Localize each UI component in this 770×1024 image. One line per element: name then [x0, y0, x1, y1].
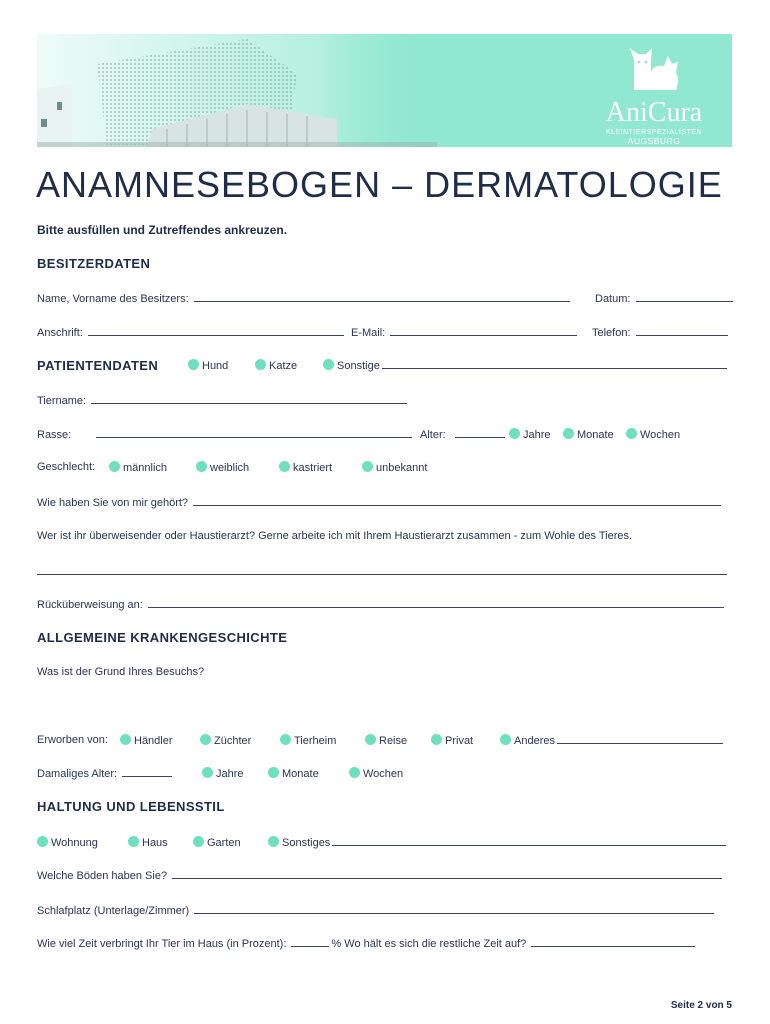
age-unit-wochen[interactable]: Wochen — [626, 428, 680, 441]
radio-icon[interactable] — [431, 734, 442, 745]
species-option-hund[interactable]: Hund — [188, 359, 228, 372]
time-elsewhere-field[interactable] — [531, 937, 695, 947]
date-row — [595, 292, 735, 305]
acquired-label: Erworben von: — [37, 734, 108, 746]
phone-field[interactable] — [636, 326, 728, 336]
time-label-a: Wie viel Zeit verbringt Ihr Tier im Haus (in Prozent): — [37, 938, 287, 950]
acquired-option-travel[interactable]: Reise — [365, 734, 407, 747]
breed-field[interactable] — [96, 428, 412, 438]
sex-option-male[interactable]: männlich — [109, 461, 167, 474]
date-field[interactable] — [636, 292, 733, 302]
species-option-sonstige[interactable]: Sonstige — [323, 359, 729, 372]
heard-row — [37, 496, 723, 509]
housing-other-field[interactable] — [332, 836, 726, 846]
referral-field[interactable] — [148, 598, 724, 608]
housing-option-house[interactable]: Haus — [128, 836, 168, 849]
section-patient-heading: PATIENTENDATEN — [37, 358, 159, 373]
floors-row — [37, 869, 724, 882]
phone-label: Telefon: — [592, 327, 631, 339]
housing-option-garden[interactable]: Garten — [193, 836, 241, 849]
radio-icon[interactable] — [362, 461, 373, 472]
sex-option-neutered[interactable]: kastriert — [279, 461, 332, 474]
section-history-heading: ALLGEMEINE KRANKENGESCHICHTE — [37, 630, 288, 645]
radio-icon[interactable] — [280, 734, 291, 745]
email-field[interactable] — [390, 326, 577, 336]
age-then-unit-monate[interactable]: Monate — [268, 767, 319, 780]
sleep-row — [37, 904, 716, 917]
sleep-label: Schlafplatz (Unterlage/Zimmer) — [37, 905, 190, 917]
owner-name-label: Name, Vorname des Besitzers: — [37, 293, 189, 305]
radio-icon[interactable] — [365, 734, 376, 745]
email-label: E-Mail: — [351, 327, 386, 339]
phone-row — [592, 326, 730, 339]
anicura-logo — [594, 42, 714, 146]
radio-icon[interactable] — [255, 359, 266, 370]
radio-icon[interactable] — [37, 836, 48, 847]
page-title: ANAMNESEBOGEN – DERMATOLOGIE — [36, 164, 723, 205]
page-number: Seite 2 von 5 — [670, 1000, 732, 1011]
date-label: Datum: — [595, 293, 631, 305]
time-label-b: % Wo hält es sich die restliche Zeit auf? — [331, 938, 527, 950]
radio-icon[interactable] — [202, 767, 213, 778]
pet-name-field[interactable] — [91, 394, 407, 404]
sex-option-female[interactable]: weiblich — [196, 461, 249, 474]
address-label: Anschrift: — [37, 327, 83, 339]
owner-name-field[interactable] — [194, 292, 570, 302]
housing-option-apartment[interactable]: Wohnung — [37, 836, 98, 849]
species-other-field[interactable] — [382, 359, 727, 369]
radio-icon[interactable] — [268, 767, 279, 778]
acquired-option-private[interactable]: Privat — [431, 734, 473, 747]
cat-dog-icon — [624, 42, 684, 92]
floors-field[interactable] — [172, 869, 722, 879]
radio-icon[interactable] — [279, 461, 290, 472]
reason-label: Was ist der Grund Ihres Besuchs? — [37, 666, 205, 678]
age-unit-monate[interactable]: Monate — [563, 428, 614, 441]
address-field[interactable] — [88, 326, 344, 336]
heard-label: Wie haben Sie von mir gehört? — [37, 497, 189, 509]
acquired-option-other[interactable]: Anderes — [500, 734, 725, 747]
heard-field[interactable] — [193, 496, 721, 506]
radio-icon[interactable] — [500, 734, 511, 745]
age-then-unit-jahre[interactable]: Jahre — [202, 767, 244, 780]
section-owner-heading: BESITZERDATEN — [37, 256, 151, 271]
radio-icon[interactable] — [349, 767, 360, 778]
email-row — [351, 326, 579, 339]
time-row — [37, 937, 697, 950]
logo-brand: AniCura — [605, 97, 703, 128]
vet-question: Wer ist ihr überweisender oder Haustierarzt? Gerne arbeite ich mit Ihrem Haustierarzt zusammen - zum Wohle des Tieres. — [37, 530, 633, 542]
age-row — [420, 428, 507, 441]
radio-icon[interactable] — [193, 836, 204, 847]
radio-icon[interactable] — [268, 836, 279, 847]
radio-icon[interactable] — [120, 734, 131, 745]
section-housing-heading: HALTUNG UND LEBENSSTIL — [37, 799, 225, 814]
acquired-option-breeder[interactable]: Züchter — [200, 734, 251, 747]
referral-label: Rücküberweisung an: — [37, 599, 143, 611]
breed-row — [37, 428, 414, 441]
radio-icon[interactable] — [109, 461, 120, 472]
radio-icon[interactable] — [323, 359, 334, 370]
age-then-row — [37, 767, 174, 780]
referral-row — [37, 598, 726, 611]
sex-option-unknown[interactable]: unbekannt — [362, 461, 427, 474]
radio-icon[interactable] — [188, 359, 199, 370]
radio-icon[interactable] — [128, 836, 139, 847]
age-then-unit-wochen[interactable]: Wochen — [349, 767, 403, 780]
pet-name-label: Tiername: — [37, 395, 87, 407]
acquired-option-dealer[interactable]: Händler — [120, 734, 173, 747]
radio-icon[interactable] — [563, 428, 574, 439]
pet-name-row — [37, 394, 409, 407]
age-then-label: Damaliges Alter: — [37, 768, 118, 780]
logo-city: AUGSBURG — [627, 136, 681, 146]
floors-label: Welche Böden haben Sie? — [37, 870, 168, 882]
sleep-field[interactable] — [194, 904, 714, 914]
intro-text: Bitte ausfüllen und Zutreffendes ankreuzen. — [37, 223, 288, 237]
age-then-field[interactable] — [122, 767, 172, 777]
owner-name-row — [37, 292, 572, 305]
address-row — [37, 326, 346, 339]
radio-icon[interactable] — [200, 734, 211, 745]
species-option-katze[interactable]: Katze — [255, 359, 297, 372]
vet-row — [37, 565, 727, 578]
acquired-other-field[interactable] — [557, 734, 723, 744]
radio-icon[interactable] — [626, 428, 637, 439]
age-label: Alter: — [420, 429, 446, 441]
age-field[interactable] — [455, 428, 505, 438]
vet-field[interactable] — [37, 565, 727, 575]
housing-option-other[interactable]: Sonstiges — [268, 836, 728, 849]
radio-icon[interactable] — [509, 428, 520, 439]
breed-label: Rasse: — [37, 429, 72, 441]
acquired-option-shelter[interactable]: Tierheim — [280, 734, 336, 747]
clinic-building-photo — [37, 34, 437, 147]
header-banner — [37, 34, 732, 147]
sex-label: Geschlecht: — [37, 461, 96, 473]
age-unit-jahre[interactable]: Jahre — [509, 428, 551, 441]
logo-tagline: KLEINTIERSPEZIALISTEN — [605, 129, 703, 136]
time-percent-field[interactable] — [291, 937, 329, 947]
radio-icon[interactable] — [196, 461, 207, 472]
